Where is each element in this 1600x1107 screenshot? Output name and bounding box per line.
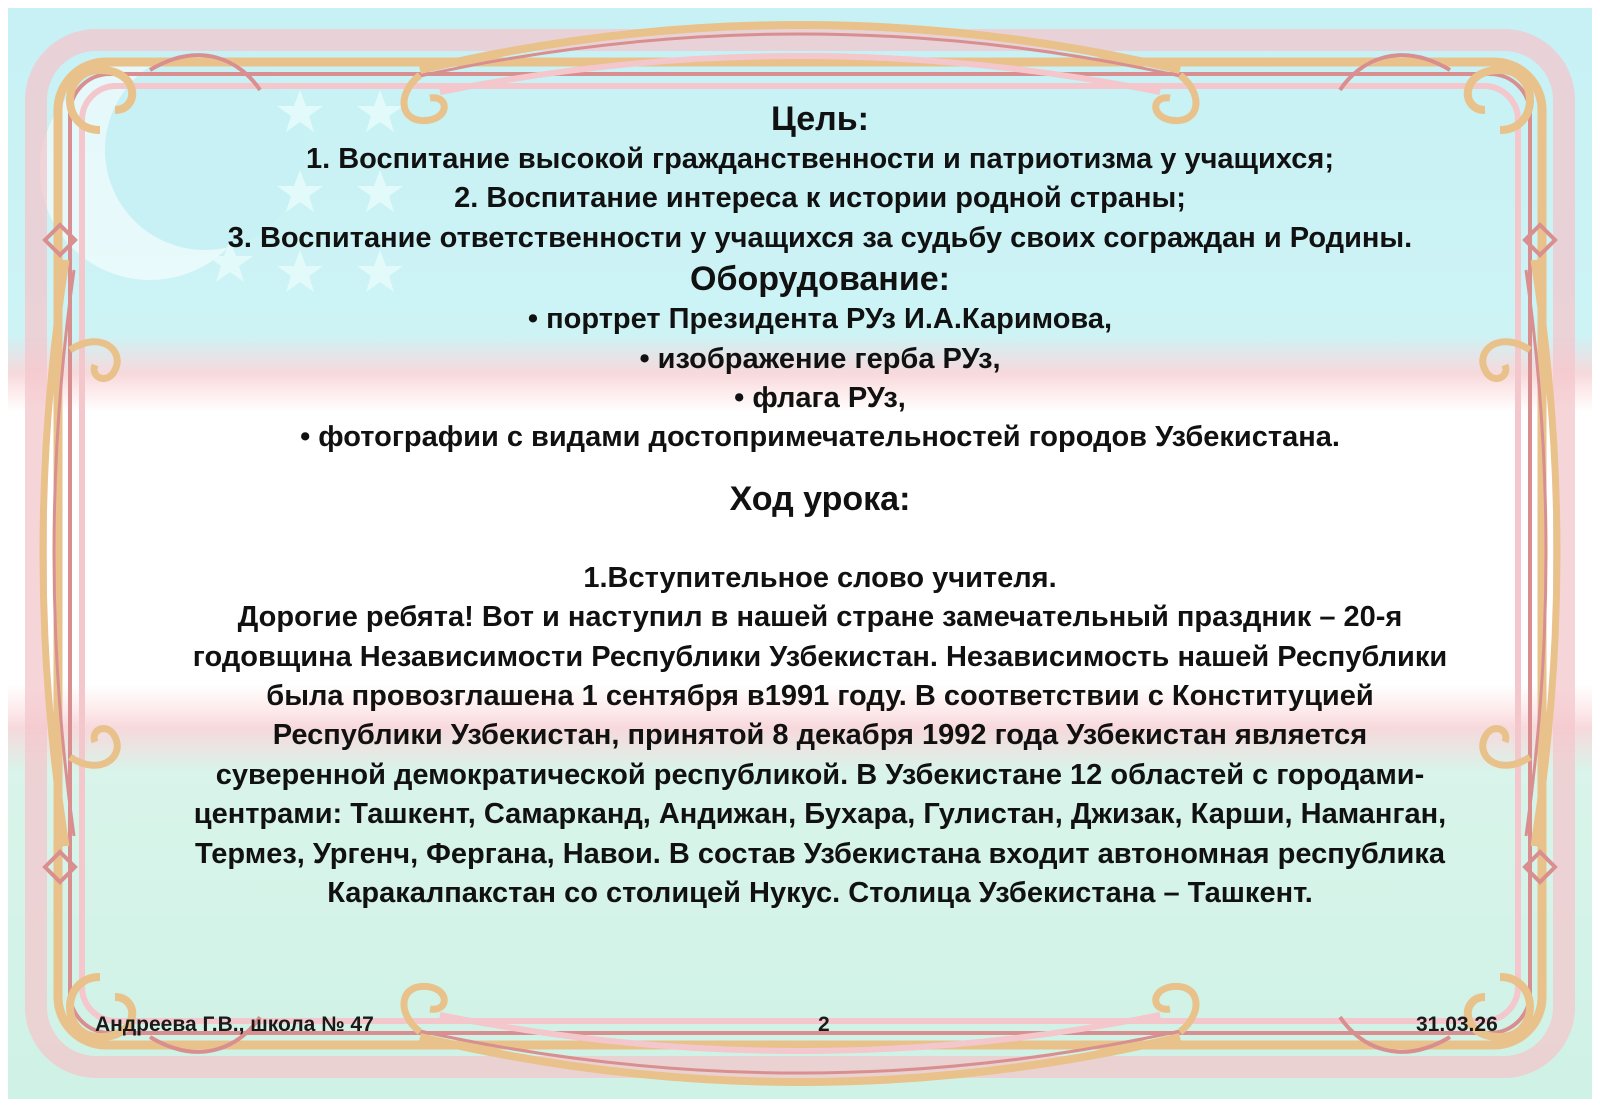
speech-line: годовщина Независимости Республики Узбекистан. Независимость нашей Республики <box>192 640 1448 673</box>
equipment-item-2: • изображение герба РУз, <box>639 342 1001 375</box>
goal-item-3: 3. Воспитание ответственности у учащихся за судьбу своих сограждан и Родины. <box>227 221 1413 254</box>
spacer <box>100 520 1540 559</box>
footer-page-number: 2 <box>818 1013 830 1036</box>
spacer <box>100 458 1540 478</box>
speech-line: центрами: Ташкент, Самарканд, Андижан, Бухара, Гулистан, Джизак, Карши, Наманган, <box>193 798 1447 831</box>
goal-item-1: 1. Воспитание высокой гражданственности и патриотизма у учащихся; <box>306 143 1334 175</box>
lesson-heading: Ход урока: <box>729 479 911 518</box>
teacher-speech <box>100 598 1540 913</box>
speech-line: Республики Узбекистан, принятой 8 декабря 1992 года Узбекистан является <box>272 719 1368 752</box>
speech-line: была провозглашена 1 сентября в1991 году. В соответствии с Конституцией <box>266 680 1374 713</box>
footer-date: 31.03.26 <box>1416 1013 1498 1036</box>
lesson-subheading: 1.Вступительное слово учителя. <box>583 561 1057 594</box>
equipment-item-4: • фотографии с видами достопримечательностей городов Узбекистана. <box>300 421 1340 454</box>
footer-author: Андреева Г.В., школа № 47 <box>95 1013 374 1036</box>
speech-line: Каракалпакстан со столицей Нукус. Столица Узбекистана – Ташкент. <box>327 877 1313 910</box>
equipment-heading: Оборудование: <box>690 260 950 299</box>
slide-content <box>100 98 1540 914</box>
equipment-item-3: • флага РУз, <box>734 382 906 415</box>
goal-heading: Цель: <box>771 100 869 138</box>
speech-line: суверенной демократической республикой. В Узбекистане 12 областей с городами- <box>215 758 1425 791</box>
speech-line: Дорогие ребята! Вот и наступил в нашей стране замечательный праздник – 20-я <box>237 601 1403 634</box>
equipment-item-1: • портрет Президента РУз И.А.Каримова, <box>527 303 1113 336</box>
goal-item-2: 2. Воспитание интереса к истории родной страны; <box>454 182 1186 215</box>
speech-line: Термез, Ургенч, Фергана, Навои. В состав Узбекистана входит автономная республика <box>195 837 1445 870</box>
